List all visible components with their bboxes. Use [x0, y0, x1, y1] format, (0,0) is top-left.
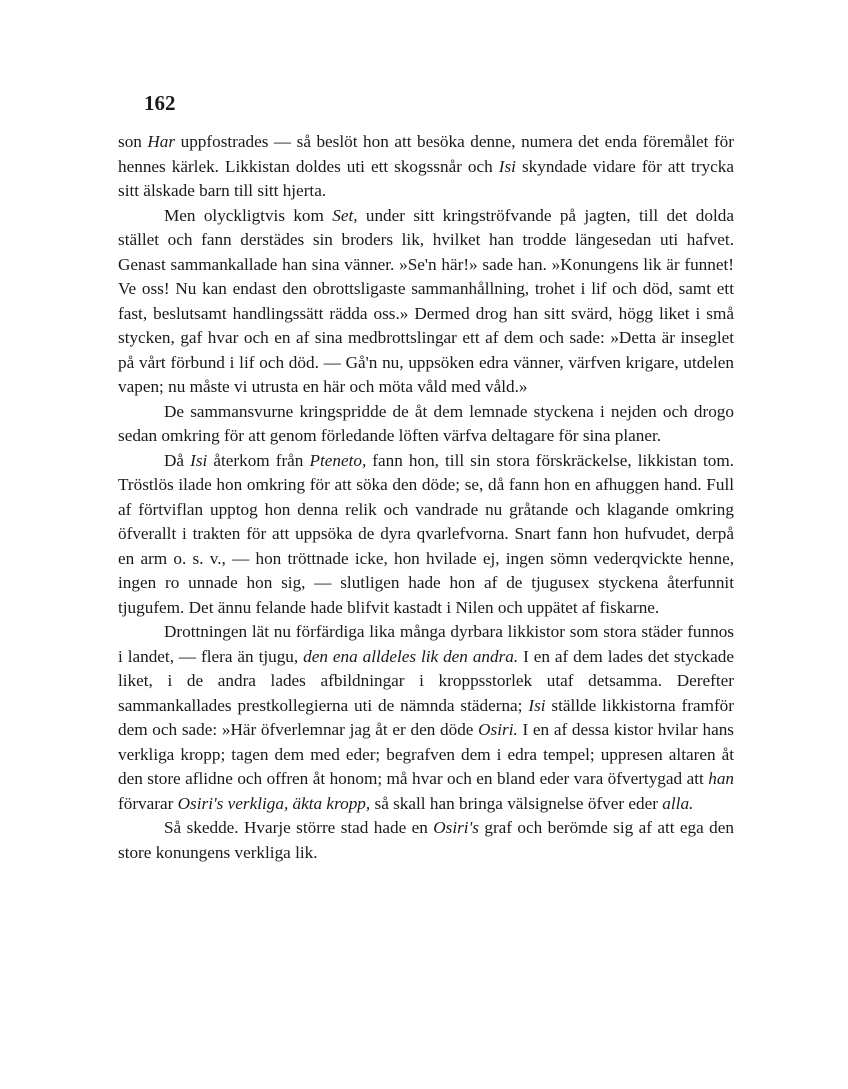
- italic-text: Isi: [498, 156, 516, 176]
- text-run: ställde likkistorna framför dem och sade: »Här öfverlemnar jag åt er den döde: [118, 695, 735, 739]
- italic-text: han: [708, 769, 734, 788]
- text-run: under sitt kringströfvande på jagten, till det dolda stället och fann derstädes sin broders lik, hvilket han trodde längesedan uti hafvet. Genast sammankallade han sina vänner. »Se'n här!» sade han. »Konungens lik är funnet! Ve oss! Nu kan endast den obrottsligaste sammanhållning, trohet i lif och död, samt ett fast, beslutsamt handlingssätt rädda oss.» Dermed drog han sitt svärd, högg liket i små stycken, gaf hvar och en af sina medbrottslingar ett af dem och sade: »Detta är inseglet på vårt förbund i lif och död. — Gå'n nu, uppsöken edra vänner, värfven krigare, utdelen vapen; nu måste vi utrusta en här och möta våld med våld.»: [118, 205, 734, 396]
- italic-text: Osiri's verkliga, äkta kropp,: [177, 793, 371, 813]
- paragraph: [118, 620, 734, 816]
- book-page: [118, 88, 734, 865]
- italic-text: den ena alldeles lik den andra.: [303, 646, 519, 666]
- text-run: fann hon, till sin stora förskräckelse, likkistan tom. Tröstlös ilade hon omkring för att söka den döde; se, då fann hon en afhuggen hand. Full af förtviflan upptog hon denna relik och vandrade nu gråtande och klagande omkring öfverallt i trakten för att uppsöka de dyra qvarlefvorna. Snart fann hon hufvudet, derpå en arm o. s. v., — hon tröttnade icke, hon hvilade ej, ingen sömn vederqvickte henne, ingen ro unnade hon sig, — slutligen hade hon af de tjugusex styckena återfunnit tjugufem. Det ännu felande hade blifvit kastadt i Nilen och uppätet af fiskarne.: [118, 450, 735, 617]
- text-run: skyndade vidare för att trycka sitt älskade barn till sitt hjerta.: [118, 156, 734, 200]
- italic-text: Set,: [332, 205, 358, 225]
- text-run: Då: [164, 450, 191, 470]
- text-run: uppfostrades — så beslöt hon att besöka denne, numera det enda föremålet för hennes kärlek. Likkistan doldes uti ett skogssnår och: [118, 132, 734, 176]
- text-run: förvarar: [118, 793, 178, 813]
- italic-text: Osiri's: [433, 818, 479, 837]
- italic-text: Isi: [190, 450, 208, 470]
- italic-text: Har: [147, 132, 176, 151]
- text-run: graf och berömde sig af att ega den store konungens verkliga lik.: [118, 818, 734, 862]
- text-run: De sammansvurne kringspridde de åt dem lemnade styckena i nejden och drogo sedan omkring för att genom förledande löften värfva deltagare för sina planer.: [118, 401, 734, 445]
- text-run: I en af dem lades det styckade liket, i de andra lades afbildningar i kroppsstorlek utaf detsamma. Derefter sammankallades prestkollegierna uti de nämnda städerna;: [118, 646, 734, 715]
- text-run: I en af dessa kistor hvilar hans verkliga kropp; tagen dem med eder; begrafven dem i edra tempel; uppresen altaren åt den store aflidne och offren åt honom; må hvar och en bland eder vara öfvertygad att: [118, 720, 734, 788]
- text-run: återkom från: [207, 450, 310, 470]
- paragraph: [118, 449, 734, 621]
- italic-text: Pteneto,: [309, 450, 367, 470]
- paragraph: [118, 400, 734, 449]
- italic-text: Osiri.: [478, 720, 518, 739]
- text-run: son: [118, 132, 148, 151]
- page-number: 162: [144, 91, 176, 115]
- paragraph: [118, 204, 734, 400]
- italic-text: Isi: [528, 695, 546, 715]
- text-run: Drottningen lät nu förfärdiga lika många dyrbara likkistor som stora städer funnos i landet, — flera än tjugu,: [118, 622, 734, 666]
- body-text: [118, 130, 734, 865]
- italic-text: alla.: [662, 793, 694, 813]
- text-run: Men olyckligtvis kom: [164, 205, 333, 225]
- paragraph: [118, 130, 734, 204]
- paragraph: [118, 816, 734, 865]
- text-run: Så skedde. Hvarje större stad hade en: [164, 818, 434, 837]
- text-run: så skall han bringa välsignelse öfver eder: [370, 793, 663, 813]
